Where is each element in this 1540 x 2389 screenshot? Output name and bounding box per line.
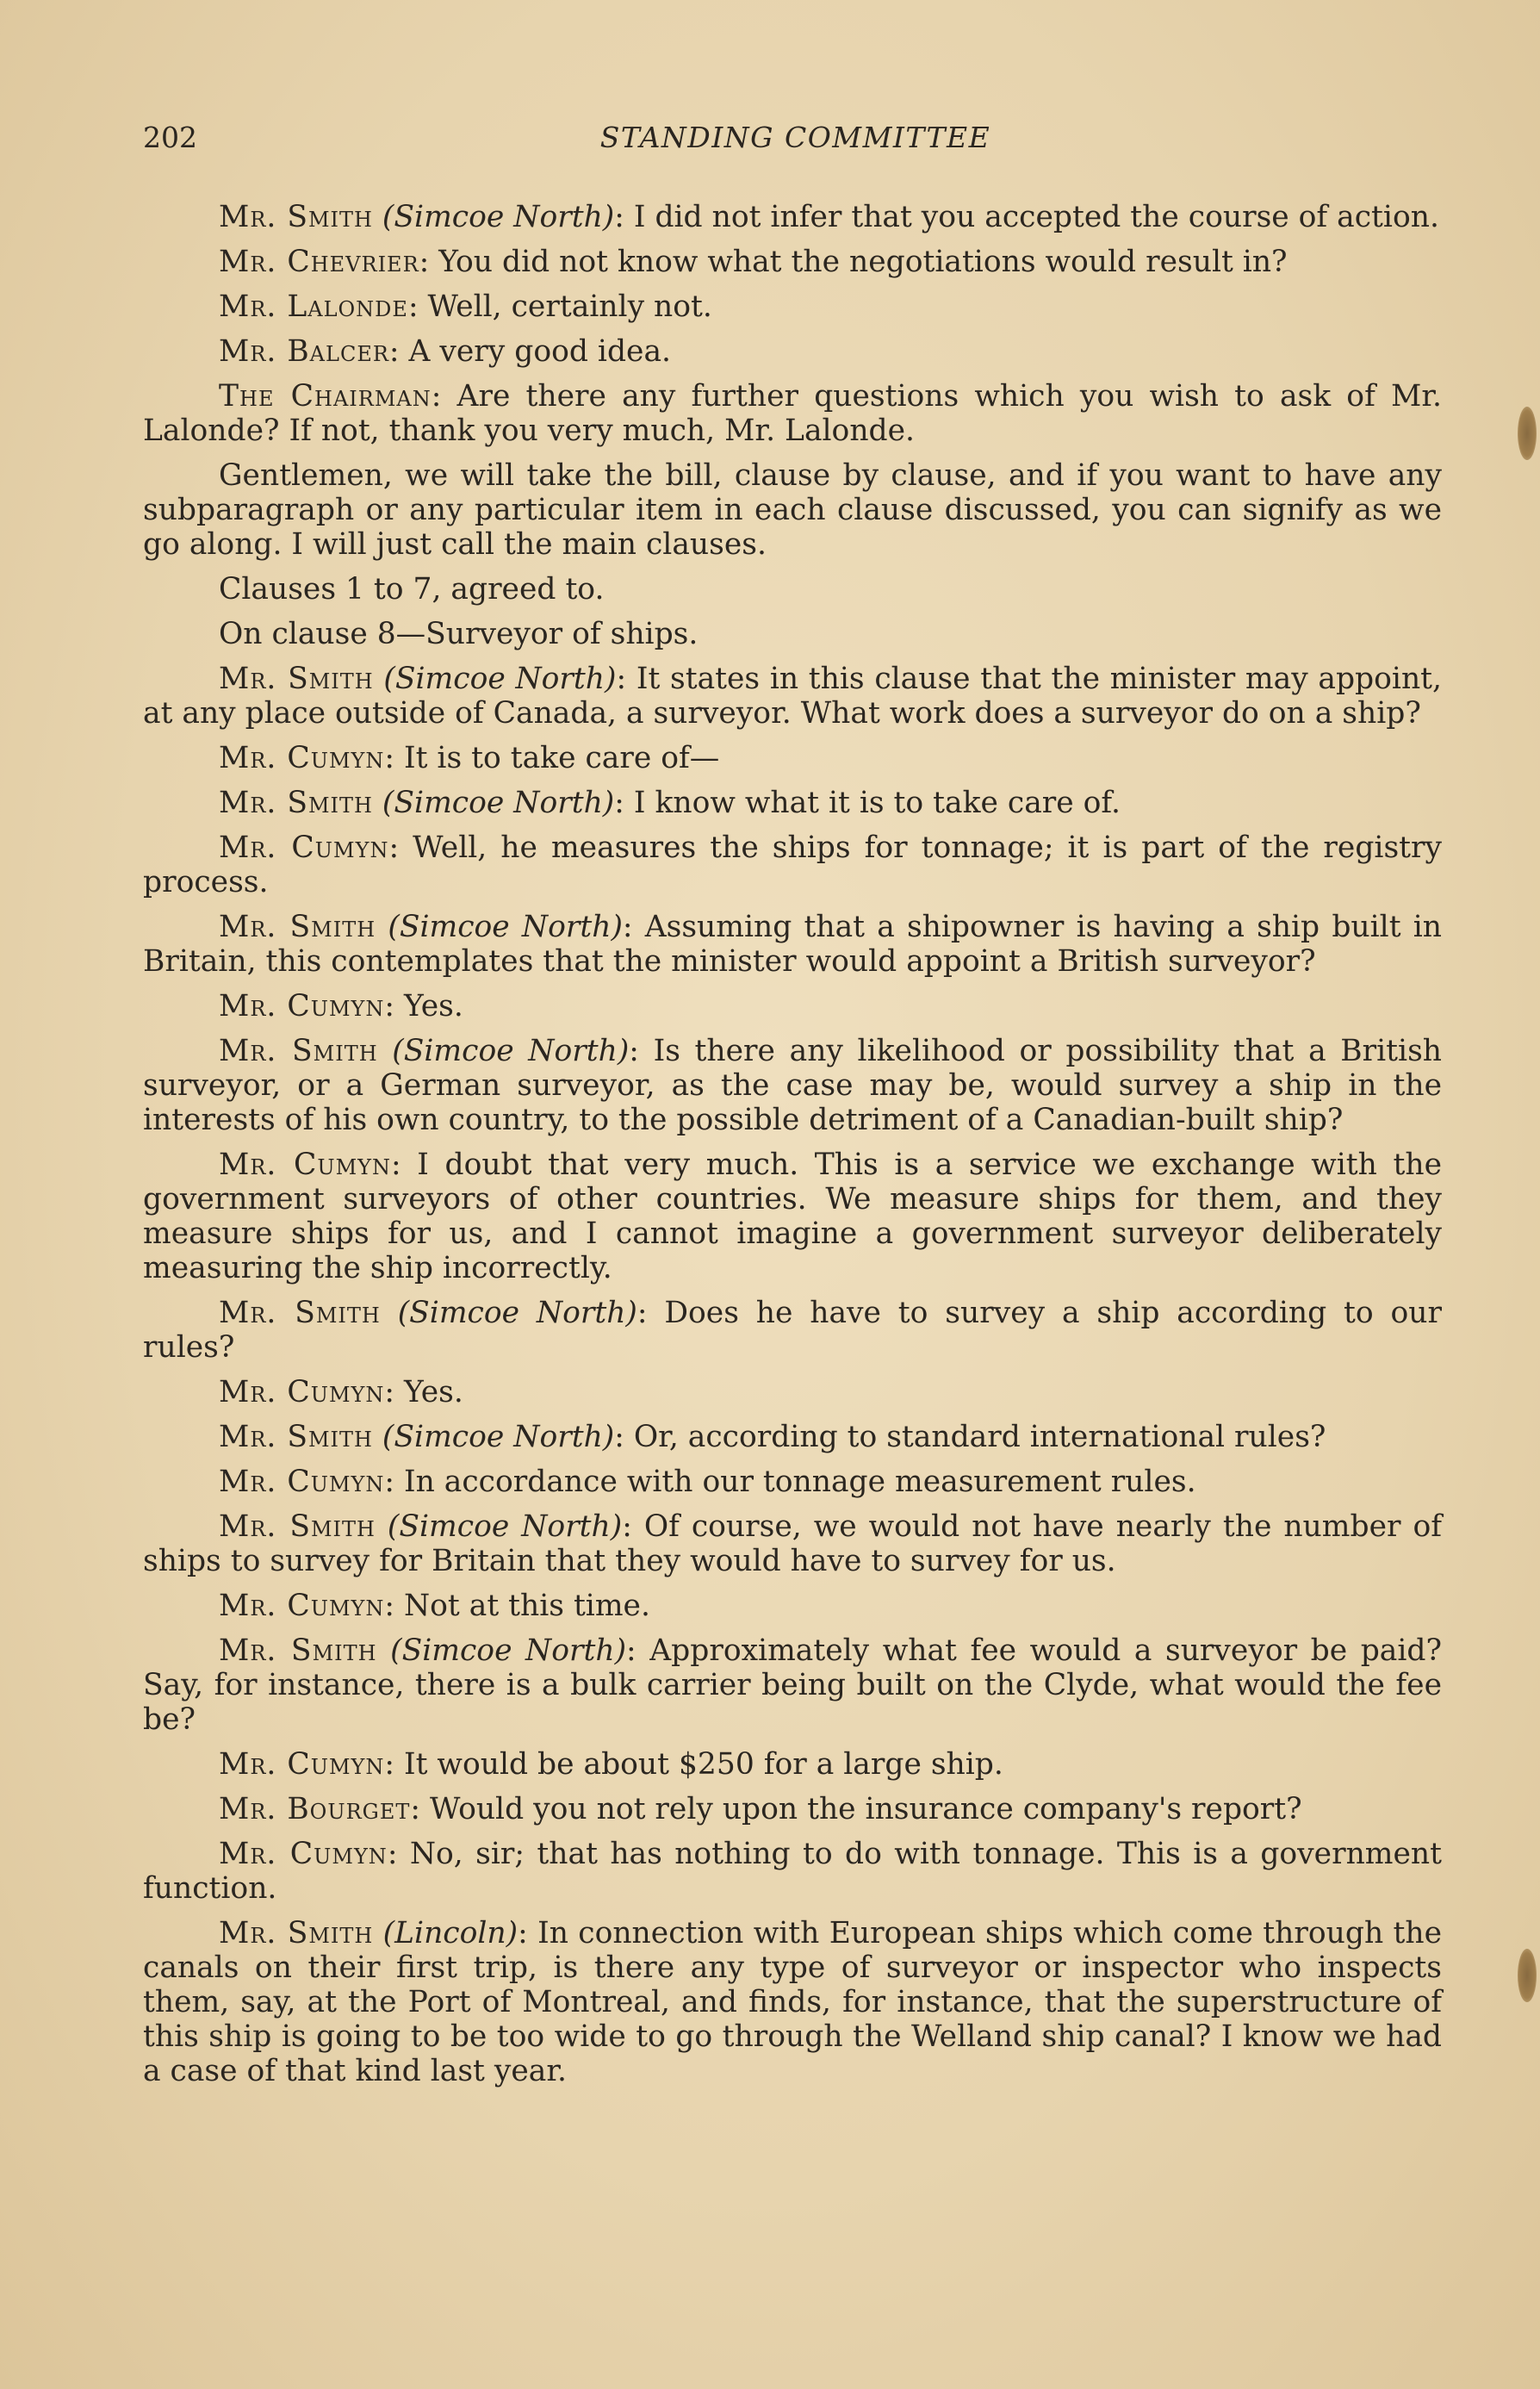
speaker-name: Mr. Smith [219, 786, 373, 820]
paragraph-text: You did not know what the negotiations would result in? [438, 245, 1288, 279]
speaker-suffix: : [391, 1148, 401, 1182]
speaker-riding: (Simcoe North) [376, 1633, 627, 1668]
speaker-riding: (Simcoe North) [372, 200, 615, 234]
speaker-name: Mr. Smith [219, 1034, 378, 1068]
speaker-name: Mr. Chevrier [219, 245, 419, 279]
paragraph-text: Yes. [403, 989, 463, 1023]
page-number: 202 [143, 121, 197, 154]
speaker-name: Mr. Smith [219, 1296, 381, 1330]
speaker-suffix: : [614, 1420, 624, 1454]
paragraph-text: It states in this clause that the minister may appoint, at any place outside of Canada, a surveyor. What work does a surveyor do on a ship? [143, 662, 1442, 731]
paragraph-text: Assuming that a shipowner is having a ship built in Britain, this contemplates that the minister would appoint a British surveyor? [143, 910, 1442, 979]
paragraph-text: In accordance with our tonnage measurement rules. [403, 1465, 1196, 1499]
paragraph-text: A very good idea. [408, 334, 671, 369]
paragraph-text: I know what it is to take care of. [633, 786, 1121, 820]
paragraph-text: Or, according to standard international rules? [633, 1420, 1326, 1454]
speaker-name: Mr. Smith [219, 1633, 377, 1668]
paragraph-text: Gentlemen, we will take the bill, clause by clause, and if you want to have any subparagraph or any particular item in each clause discussed, you can signify as we go along. I will just call the main clauses. [143, 458, 1442, 562]
speaker-riding: (Simcoe North) [376, 910, 623, 944]
paragraph [143, 741, 1442, 775]
speaker-suffix: : [384, 1375, 394, 1409]
speaker-suffix: : [384, 1747, 394, 1782]
paragraph-text: It is to take care of— [403, 741, 720, 775]
paragraph-text: On clause 8—Surveyor of ships. [219, 617, 699, 651]
speaker-suffix: : [622, 1509, 632, 1544]
speaker-name: Mr. Cumyn [219, 741, 385, 775]
paragraph [143, 617, 1442, 651]
paragraph-text: Clauses 1 to 7, agreed to. [219, 572, 605, 607]
speaker-suffix: : [629, 1034, 639, 1068]
speaker-suffix: : [616, 662, 627, 696]
paragraph [143, 1633, 1442, 1737]
speaker-riding: (Simcoe North) [377, 1034, 630, 1068]
paragraph [143, 662, 1442, 731]
speaker-suffix: : [384, 741, 394, 775]
speaker-suffix: : [431, 379, 442, 414]
paragraph [143, 289, 1442, 324]
paragraph [143, 831, 1442, 899]
paragraph-text: Would you not rely upon the insurance company's report? [429, 1792, 1302, 1826]
paragraph [143, 1792, 1442, 1826]
speaker-suffix: : [388, 334, 400, 369]
speaker-suffix: : [626, 1633, 636, 1668]
page-header [143, 121, 1448, 165]
paragraph-text: I doubt that very much. This is a service we exchange with the government surveyors of other countries. We measure ships for them, and they measure ships for us, and I cannot imagine a government surveyor deliberately measuring the ship incorrectly. [143, 1148, 1442, 1285]
speaker-name: Mr. Smith [219, 200, 373, 234]
speaker-riding: (Simcoe North) [373, 662, 617, 696]
speaker-riding: (Simcoe North) [380, 1296, 637, 1330]
speaker-suffix: : [388, 831, 400, 865]
paragraph-text: Well, certainly not. [427, 289, 712, 324]
speaker-suffix: : [384, 1465, 394, 1499]
speaker-suffix: : [384, 1589, 394, 1623]
speaker-name: Mr. Cumyn [219, 1589, 385, 1623]
paragraph [143, 1916, 1442, 2088]
speaker-suffix: : [387, 1837, 398, 1871]
speaker-name: Mr. Smith [219, 910, 376, 944]
paragraph [143, 1747, 1442, 1782]
page-body [143, 200, 1442, 2099]
paragraph [143, 245, 1442, 279]
speaker-riding: (Simcoe North) [375, 1509, 623, 1544]
paragraph [143, 200, 1442, 234]
paragraph [143, 1465, 1442, 1499]
speaker-name: Mr. Cumyn [219, 1148, 392, 1182]
paragraph-text: Of course, we would not have nearly the number of ships to survey for Britain that they would have to survey for us. [143, 1509, 1442, 1578]
paragraph [143, 1375, 1442, 1409]
paragraph [143, 1509, 1442, 1578]
paragraph [143, 989, 1442, 1023]
speaker-name: Mr. Smith [219, 662, 374, 696]
paragraph [143, 334, 1442, 369]
running-head: STANDING COMMITTEE [599, 121, 991, 154]
speaker-suffix: : [614, 200, 624, 234]
paragraph-text: In connection with European ships which come through the canals on their first trip, is there any type of surveyor or inspector who inspects them, say, at the Port of Montreal, and finds, for instance, that the superstructure of this ship is going to be too wide to go through the Welland ship canal? I know we had a case of that kind last year. [143, 1916, 1442, 2088]
speaker-suffix: : [636, 1296, 648, 1330]
speaker-suffix: : [384, 989, 394, 1023]
paragraph-text: It would be about $250 for a large ship. [403, 1747, 1003, 1782]
speaker-name: Mr. Cumyn [219, 1747, 385, 1782]
speaker-name: Mr. Cumyn [219, 1375, 385, 1409]
paragraph-text: Well, he measures the ships for tonnage; it is part of the registry process. [143, 831, 1443, 899]
paragraph [143, 572, 1442, 607]
speaker-suffix: : [614, 786, 624, 820]
speaker-name: Mr. Bourget [219, 1792, 411, 1826]
paragraph [143, 910, 1442, 979]
paragraph-text: Is there any likelihood or possibility that a British surveyor, or a German surveyor, as the case may be, would survey a ship in the interests of his own country, to the possible detriment of a Canadian-built ship? [143, 1034, 1442, 1137]
speaker-suffix: : [407, 289, 419, 324]
speaker-riding: (Simcoe North) [372, 786, 615, 820]
speaker-suffix: : [410, 1792, 420, 1826]
paragraph [143, 1296, 1442, 1365]
paragraph-text: Are there any further questions which you wish to ask of Mr. Lalonde? If not, thank you very much, Mr. Lalonde. [143, 379, 1443, 448]
paragraph-text: Approximately what fee would a surveyor be paid? Say, for instance, there is a bulk carrier being built on the Clyde, what would the fee be? [143, 1633, 1442, 1737]
speaker-name: Mr. Cumyn [219, 831, 389, 865]
speaker-name: Mr. Cumyn [219, 1465, 385, 1499]
speaker-name: Mr. Smith [219, 1916, 374, 1950]
paragraph [143, 1837, 1442, 1906]
paragraph-text: No, sir; that has nothing to do with tonnage. This is a government function. [143, 1837, 1443, 1906]
paragraph [143, 379, 1442, 448]
paragraph [143, 1148, 1442, 1285]
speaker-name: Mr. Smith [219, 1509, 376, 1544]
paragraph-text: I did not infer that you accepted the course of action. [633, 200, 1439, 234]
paragraph [143, 1420, 1442, 1454]
speaker-suffix: : [518, 1916, 528, 1950]
paragraph [143, 786, 1442, 820]
paragraph [143, 458, 1442, 562]
paragraph-text: Does he have to survey a ship according to our rules? [143, 1296, 1442, 1365]
speaker-name: Mr. Balcer [219, 334, 389, 369]
speaker-riding: (Lincoln) [373, 1916, 519, 1950]
speaker-name: Mr. Cumyn [219, 989, 385, 1023]
speaker-name: Mr. Cumyn [219, 1837, 388, 1871]
paragraph [143, 1034, 1442, 1137]
speaker-name: The Chairman [219, 379, 432, 414]
speaker-name: Mr. Lalonde [219, 289, 408, 324]
speaker-suffix: : [622, 910, 633, 944]
speaker-riding: (Simcoe North) [372, 1420, 615, 1454]
paragraph-text: Yes. [403, 1375, 463, 1409]
speaker-name: Mr. Smith [219, 1420, 373, 1454]
speaker-suffix: : [419, 245, 430, 279]
binding-mark-bottom [1518, 1949, 1537, 2002]
binding-mark-top [1518, 407, 1537, 460]
paragraph [143, 1589, 1442, 1623]
paragraph-text: Not at this time. [403, 1589, 650, 1623]
